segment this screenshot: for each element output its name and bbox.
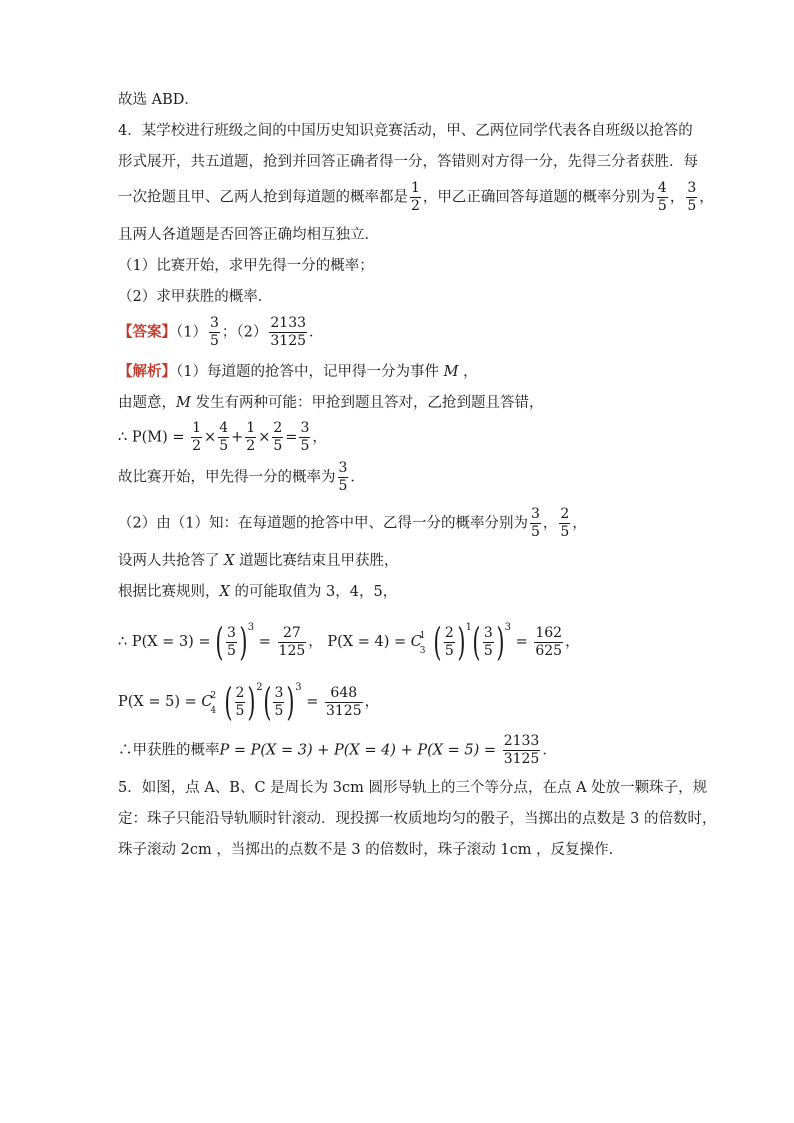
analysis-line9-equation: P(X = 5) = C 2 4 ( $\frac{2}{5}$ )$^2$( $\frac{3}{5}$ )$^3$ = $\frac{648}{3125}$ ， [118,680,380,724]
analysis-line2: 由题意，M 发生有两种可能：甲抢到题且答对，乙抢到题且答错， [118,395,544,411]
q5-line1: 5．如图，点 A、B、C 是周长为 3cm 圆形导轨上的三个等分点，在点 A 处放一颗珠子，规 [118,780,708,796]
fraction-three-fifths: $\frac{3}{5}$ [687,180,697,214]
q5-line3: 珠子滚动 2cm ，当掷出的点数不是 3 的倍数时，珠子滚动 1cm ，反复操作． [118,842,624,858]
q4-line4: 且两人各道题是否回答正确均相互独立． [118,227,379,243]
q5-line2: 定：珠子只能沿导轨顺时针滚动．现投掷一枚质地均匀的骰子，当掷出的点数是 3 的倍数时， [118,811,717,827]
analysis-line10-equation: ∴甲获胜的概率P = P(X = 3) + P(X = 4) + P(X = 5) = $\frac{2133}{3125}$ ． [118,733,557,767]
intro-line: 故选 ABD． [118,92,199,108]
analysis-tag: 【解析】 [118,363,176,380]
analysis-line8-equation: ∴ P(X = 3) = ( $\frac{3}{5}$ )$^3$ = $\frac{27}{125}$ ， P(X = 4) = C 1 3 ( $\frac{2}{5}$ )$^1$( $\frac{3}{5}$ )$^3$ = $\frac{162}{625}$ ， [118,620,580,664]
analysis-line4: 故比赛开始，甲先得一分的概率为 $\frac{3}{5}$ ． [118,460,365,494]
answer-fraction-1: $\frac{3}{5}$ [209,315,219,349]
q4-line3: 一次抢题且甲、乙两人抢到每道题的概率都是 $\frac{1}{2}$ ，甲乙正确回答每道题的概率分别为 $\frac{4}{5}$ ， $\frac{3}{5}$ ， [118,180,714,214]
q4-line2: 形式展开，共五道题，抢到并回答正确者得一分，答错则对方得一分，先得三分者获胜．每 [118,154,698,170]
fraction-half: $\frac{1}{2}$ [411,180,420,214]
q4-line1: 4．某学校进行班级之间的中国历史知识竞赛活动，甲、乙两位同学代表各自班级以抢答的 [118,123,693,139]
q4-sub1: （1）比赛开始，求甲先得一分的概率； [118,258,374,274]
answer-fraction-2: $\frac{2133}{3125}$ [270,315,307,349]
analysis-line5: （2）由（1）知：在每道题的抢答中甲、乙得一分的概率分别为 $\frac{3}{5}$ ， $\frac{2}{5}$ ， [118,506,587,540]
q4-sub2: （2）求甲获胜的概率． [118,289,273,305]
answer-line: 【答案】（1） $\frac{3}{5}$ ；（2） $\frac{2133}{3125}$ ． [118,315,324,349]
answer-tag: 【答案】 [118,323,176,341]
analysis-line6: 设两人共抢答了 X 道题比赛结束且甲获胜， [118,553,399,569]
fraction-four-fifths: $\frac{4}{5}$ [657,180,667,214]
analysis-line3-equation: ∴ P(M) = $\frac{1}{2}$ × $\frac{4}{5}$ + $\frac{1}{2}$ × $\frac{2}{5}$ = $\frac{3}{5}$ ， [118,420,327,454]
analysis-line1: 【解析】（1）每道题的抢答中，记甲得一分为事件 M ， [118,363,478,380]
analysis-line7: 根据比赛规则，X 的可能取值为 3，4，5， [118,584,398,600]
